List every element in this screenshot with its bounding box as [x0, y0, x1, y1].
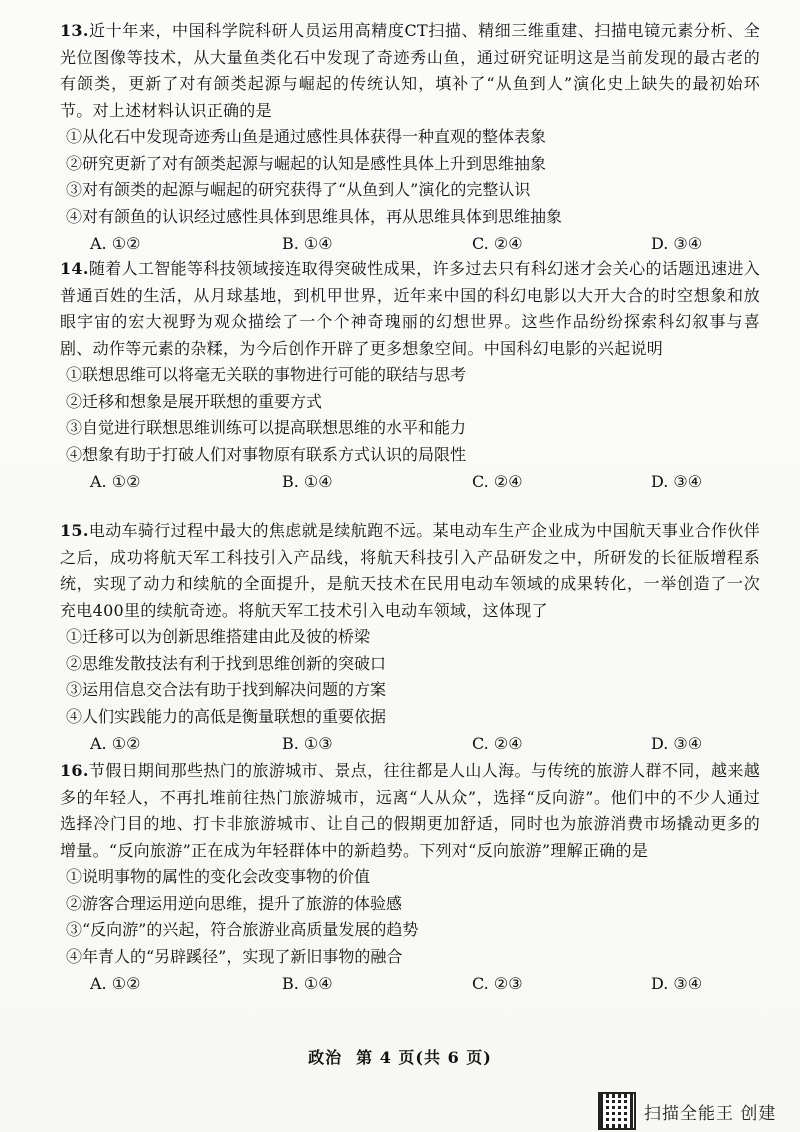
option-3: ③对有颌类的起源与崛起的研究获得了“从鱼到人”演化的完整认识: [66, 180, 531, 199]
scanner-watermark: [598, 1092, 776, 1130]
option-3: ③自觉进行联想思维训练可以提高联想思维的水平和能力: [66, 418, 467, 437]
choice-a: A. ①②: [90, 472, 141, 491]
choice-a: A. ①②: [90, 974, 141, 993]
choice-b: B. ①④: [282, 234, 333, 253]
page-number: 第 4 页(共 6 页): [356, 1048, 492, 1067]
question-14: [60, 256, 760, 496]
choice-d: D. ③④: [651, 734, 703, 753]
subject-label: 政治: [308, 1048, 343, 1067]
question-number: 13.: [60, 21, 89, 40]
question-text: 节假日期间那些热门的旅游城市、景点，往往都是人山人海。与传统的旅游人群不同，越来越多的年轻人，不再扎堆前往热门旅游城市，远离“人从众”，选择“反向游”。他们中的不少人通过选择冷门目的地、打卡非旅游城市、让自己的假期更加舒适，同时也为旅游消费市场撬动更多的增量。“反向旅游”正在成为年轻群体中的新趋势。下列对“反向旅游”理解正确的是: [60, 761, 760, 860]
choice-b: B. ①③: [282, 734, 333, 753]
choice-c: C. ②④: [472, 472, 523, 491]
option-2: ②研究更新了对有颌类起源与崛起的认知是感性具体上升到思维抽象: [66, 153, 547, 173]
question-stem: [60, 18, 760, 124]
choice-c: C. ②④: [472, 234, 523, 253]
question-stem: [60, 518, 760, 624]
question-number: 16.: [60, 761, 89, 780]
choice-a: A. ①②: [90, 734, 141, 753]
option-1: ①说明事物的属性的变化会改变事物的价值: [66, 867, 371, 886]
question-15: [60, 518, 760, 758]
option-3: ③“反向游”的兴起，符合旅游业高质量发展的趋势: [66, 920, 419, 939]
option-1: ①从化石中发现奇迹秀山鱼是通过感性具体获得一种直观的整体表象: [66, 127, 547, 146]
question-number: 14.: [60, 259, 89, 278]
option-1: ①迁移可以为创新思维搭建由此及彼的桥梁: [66, 627, 371, 646]
option-2: ②游客合理运用逆向思维，提升了旅游的体验感: [66, 893, 403, 913]
option-4: ④年青人的“另辟蹊径”，实现了新旧事物的融合: [66, 946, 403, 966]
watermark-text: 扫描全能王 创建: [644, 1103, 777, 1124]
answer-choices: [60, 970, 760, 998]
answer-choices: [60, 730, 760, 758]
question-text: 电动车骑行过程中最大的焦虑就是续航跑不远。某电动车生产企业成为中国航天事业合作伙伴之后，成功将航天军工科技引入产品线，将航天科技引入产品研发之中，所研发的长征版增程系统，实现了动力和续航的全面提升，是航天技术在民用电动车领域的成果转化，一举创造了一次充电400里的续航奇迹。将航天军工技术引入电动车领域，这体现了: [60, 521, 760, 620]
option-2: ②迁移和想象是展开联想的重要方式: [66, 391, 323, 411]
question-stem: [60, 256, 760, 362]
question-text: 随着人工智能等科技领域接连取得突破性成果，许多过去只有科幻迷才会关心的话题迅速进入普通百姓的生活，从月球基地，到机甲世界，近年来中国的科幻电影以大开大合的时空想象和放眼宇宙的宏大视野为观众描绘了一个个神奇瑰丽的幻想世界。这些作品纷纷探索科幻叙事与喜剧、动作等元素的杂糅，为今后创作开辟了更多想象空间。中国科幻电影的兴起说明: [60, 259, 760, 358]
page-footer: [0, 1045, 800, 1068]
question-13: [60, 18, 760, 258]
question-text: 近十年来，中国科学院科研人员运用高精度CT扫描、精细三维重建、扫描电镜元素分析、全光位图像等技术，从大量鱼类化石中发现了奇迹秀山鱼，通过研究证明这是当前发现的最古老的有颌类，更新了对有颌类起源与崛起的传统认知，填补了“从鱼到人”演化史上缺失的最初始环节。对上述材料认识正确的是: [60, 21, 760, 120]
option-3: ③运用信息交合法有助于找到解决问题的方案: [66, 680, 387, 699]
answer-choices: [60, 230, 760, 258]
answer-choices: [60, 468, 760, 496]
option-4: ④人们实践能力的高低是衡量联想的重要依据: [66, 706, 387, 726]
choice-d: D. ③④: [651, 472, 703, 491]
option-4: ④想象有助于打破人们对事物原有联系方式认识的局限性: [66, 444, 467, 464]
option-1: ①联想思维可以将毫无关联的事物进行可能的联结与思考: [66, 365, 467, 384]
choice-c: C. ②④: [472, 734, 523, 753]
choice-b: B. ①④: [282, 472, 333, 491]
choice-b: B. ①④: [282, 974, 333, 993]
question-number: 15.: [60, 521, 89, 540]
question-16: [60, 758, 760, 998]
choice-d: D. ③④: [651, 234, 703, 253]
choice-a: A. ①②: [90, 234, 141, 253]
question-stem: [60, 758, 760, 864]
choice-d: D. ③④: [651, 974, 703, 993]
qr-code-icon: [598, 1092, 636, 1130]
choice-c: C. ②③: [472, 974, 523, 993]
option-2: ②思维发散技法有利于找到思维创新的突破口: [66, 653, 387, 673]
option-4: ④对有颌鱼的认识经过感性具体到思维具体，再从思维具体到思维抽象: [66, 206, 563, 226]
